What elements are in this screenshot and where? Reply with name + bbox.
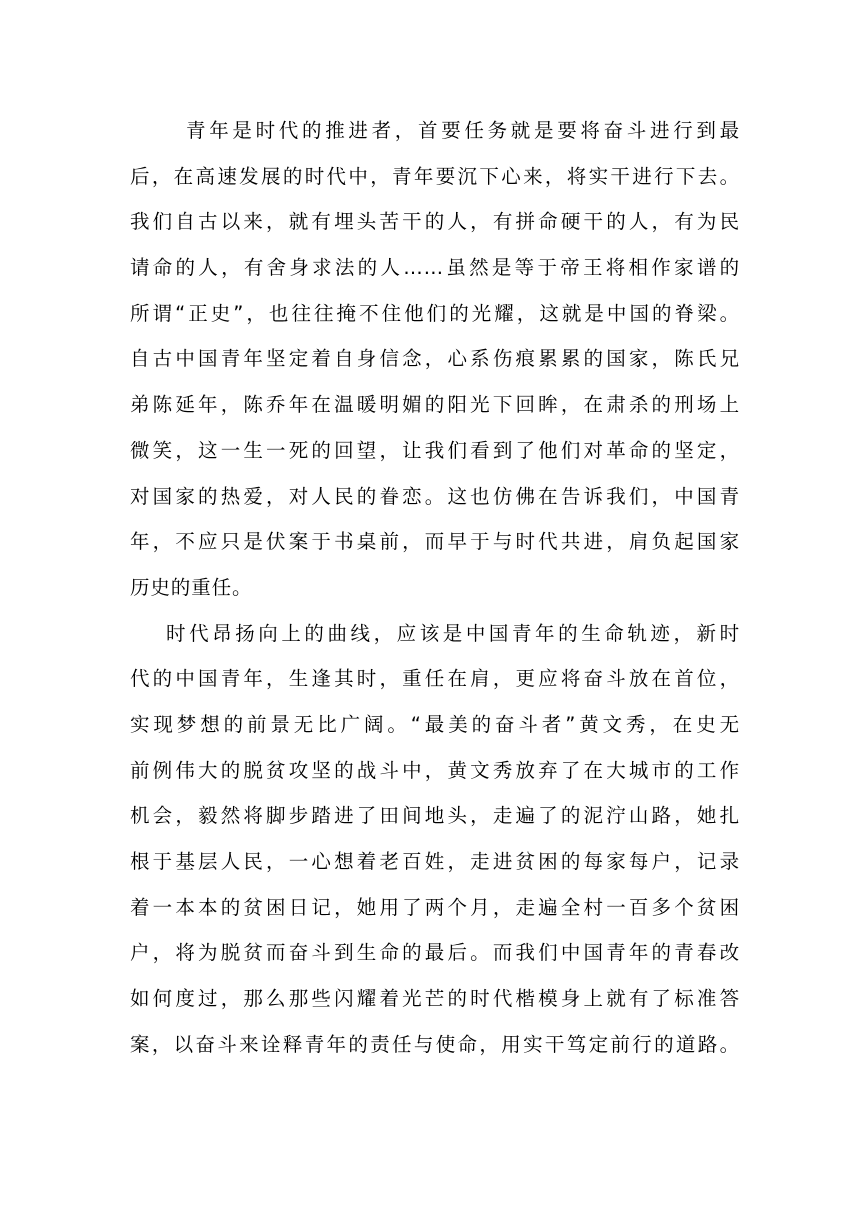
text-line: 弟陈延年，陈乔年在温暖明媚的阳光下回眸，在肃杀的刑场上 <box>130 393 740 417</box>
text-line: 时代昂扬向上的曲线，应该是中国青年的生命轨迹，新时 <box>166 621 740 645</box>
text-line: 所谓“正史”，也往往掩不住他们的光耀，这就是中国的脊梁。 <box>130 301 740 325</box>
text-line: 自古中国青年坚定着自身信念，心系伤痕累累的国家，陈氏兄 <box>130 347 740 371</box>
text-line: 青年是时代的推进者，首要任务就是要将奋斗进行到最 <box>186 119 740 142</box>
text-line: 后，在高速发展的时代中，青年要沉下心来，将实干进行下去。 <box>130 164 740 188</box>
text-line: 代的中国青年，生逢其时，重任在肩，更应将奋斗放在首位， <box>130 667 740 691</box>
text-line: 户，将为脱贫而奋斗到生命的最后。而我们中国青年的青春改 <box>130 941 740 965</box>
paragraph-2 <box>130 611 740 1068</box>
text-line: 如何度过，那么那些闪耀着光芒的时代楷模身上就有了标准答 <box>130 987 740 1011</box>
text-line: 请命的人，有舍身求法的人……虽然是等于帝王将相作家谱的 <box>130 256 740 280</box>
text-line: 我们自古以来，就有埋头苦干的人，有拼命硬干的人，有为民 <box>130 210 740 234</box>
text-line: 前例伟大的脱贫攻坚的战斗中，黄文秀放弃了在大城市的工作 <box>130 758 740 782</box>
text-line: 年，不应只是伏案于书桌前，而早于与时代共进，肩负起国家 <box>130 530 740 554</box>
text-line: 着一本本的贫困日记，她用了两个月，走遍全村一百多个贫困 <box>130 895 740 919</box>
essay-body <box>130 108 740 1067</box>
text-line: 对国家的热爱，对人民的眷恋。这也仿佛在告诉我们，中国青 <box>130 484 740 508</box>
text-line: 根于基层人民，一心想着老百姓，走进贫困的每家每户，记录 <box>130 850 740 873</box>
text-line: 历史的重任。 <box>130 575 253 599</box>
text-line: 实现梦想的前景无比广阔。“最美的奋斗者”黄文秀，在史无 <box>130 712 740 736</box>
text-line: 微笑，这一生一死的回望，让我们看到了他们对革命的坚定， <box>130 438 740 462</box>
text-line: 机会，毅然将脚步踏进了田间地头，走遍了的泥泞山路，她扎 <box>130 804 740 828</box>
text-line: 案，以奋斗来诠释青年的责任与使命，用实干笃定前行的道路。 <box>130 1032 740 1056</box>
paragraph-1 <box>130 108 740 611</box>
